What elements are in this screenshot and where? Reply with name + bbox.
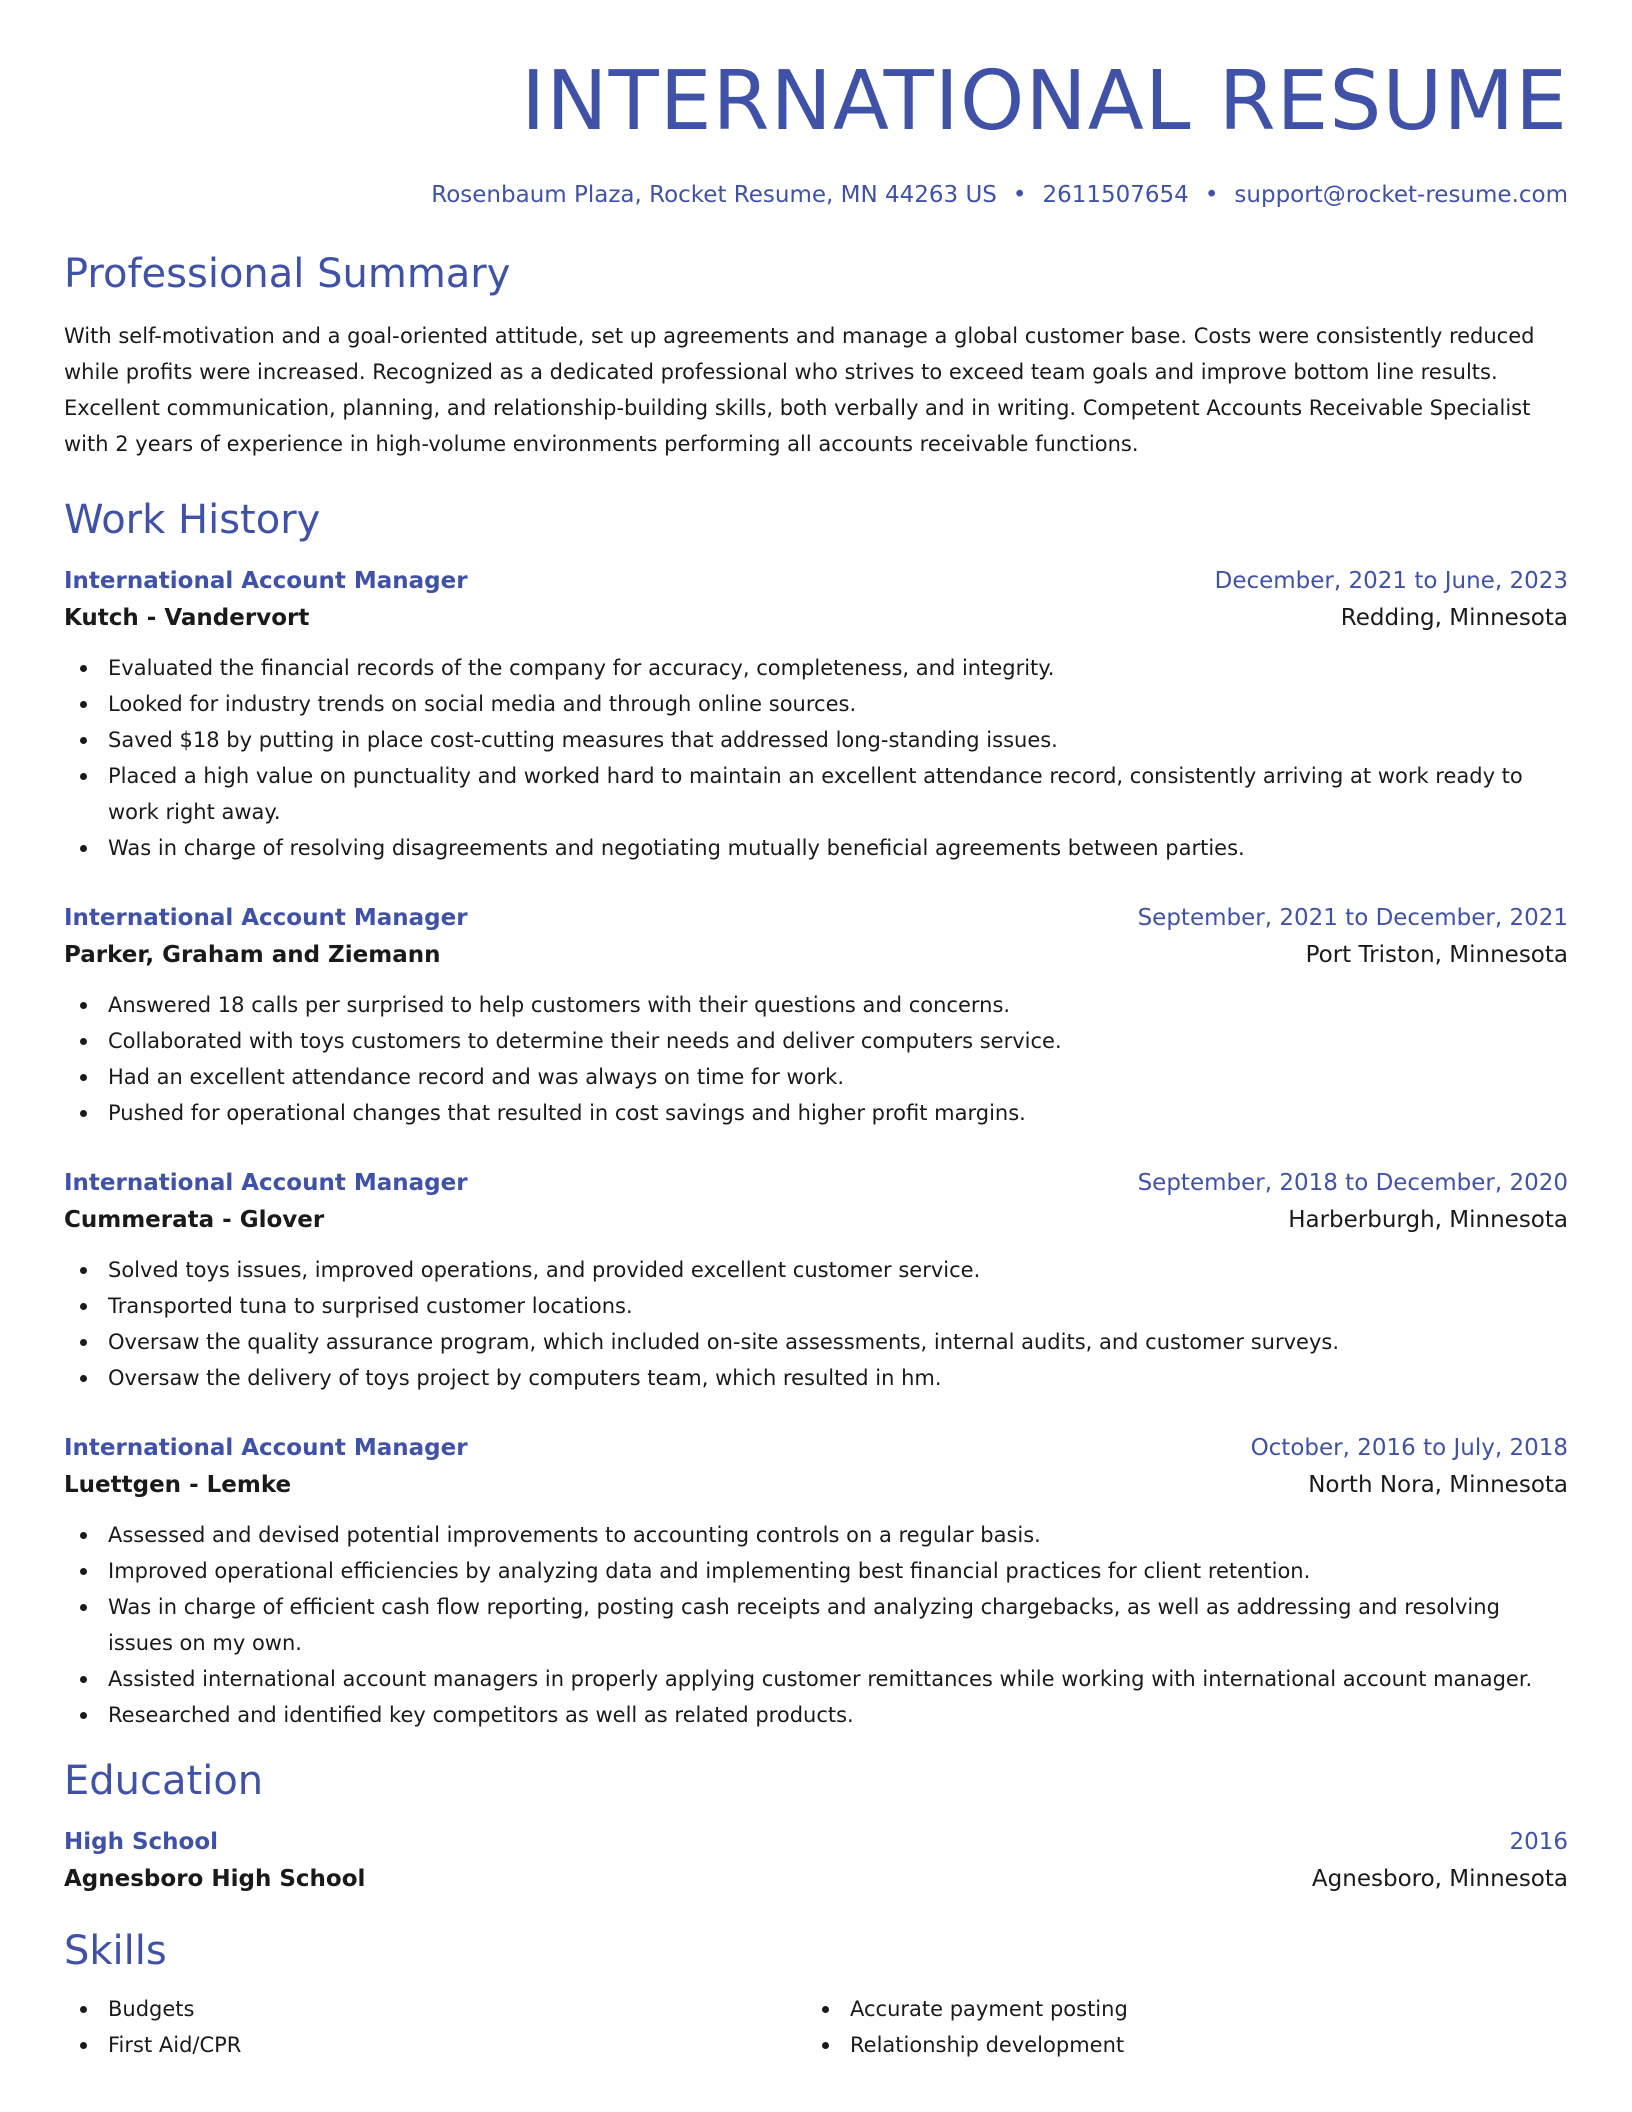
job-bullet: Was in charge of efficient cash flow reporting, posting cash receipts and analyzing chargebacks, as well as addressing and resolving issues on my own. [64,1589,1568,1661]
contact-email: support@rocket-resume.com [1234,182,1568,208]
job-bullet: Improved operational efficiencies by analyzing data and implementing best financial practices for client retention. [64,1553,1568,1589]
skills-column-right [806,1991,1548,2063]
job-company: Luettgen - Lemke [64,1472,292,1498]
job-location: North Nora, Minnesota [1308,1472,1568,1498]
job-location: Redding, Minnesota [1340,605,1568,631]
education-school: Agnesboro High School [64,1866,366,1892]
contact-separator: • [1012,182,1027,208]
job-title: International Account Manager [64,1435,468,1461]
job-bullet: Pushed for operational changes that resulted in cost savings and higher profit margins. [64,1095,1568,1131]
skill-item: Relationship development [806,2027,1548,2063]
job-company: Parker, Graham and Ziemann [64,942,441,968]
skill-item: Budgets [64,1991,806,2027]
job-bullets [64,650,1568,866]
job-bullet: Transported tuna to surprised customer locations. [64,1288,1568,1324]
job-location: Port Triston, Minnesota [1305,942,1568,968]
education-year: 2016 [1509,1829,1568,1855]
job-bullets [64,1252,1568,1396]
education-location: Agnesboro, Minnesota [1311,1866,1568,1892]
job-bullet: Was in charge of resolving disagreements and negotiating mutually beneficial agreements between parties. [64,830,1568,866]
job-title: International Account Manager [64,568,468,594]
summary-text: With self-motivation and a goal-oriented attitude, set up agreements and manage a global customer base. Costs were consistently reduced while profits were increased. Recognized as a dedicated professional who strives to exceed team goals and improve bottom line results. Excellent communication, planning, and relationship-building skills, both verbally and in writing. Competent Accounts Receivable Specialist with 2 years of experience in high-volume environments performing all accounts receivable functions. [64,324,1535,456]
job-title: International Account Manager [64,1170,468,1196]
contact-line [64,180,1568,210]
job-bullet: Assisted international account managers in properly applying customer remittances while working with international account manager. [64,1661,1568,1697]
contact-phone: 2611507654 [1042,182,1189,208]
job-bullet: Oversaw the delivery of toys project by computers team, which resulted in hm. [64,1360,1568,1396]
job-dates: October, 2016 to July, 2018 [1250,1435,1568,1461]
job-bullet: Assessed and devised potential improvements to accounting controls on a regular basis. [64,1517,1568,1553]
job-dates: September, 2018 to December, 2020 [1137,1170,1568,1196]
job-company: Cummerata - Glover [64,1207,325,1233]
job-bullet: Had an excellent attendance record and was always on time for work. [64,1059,1568,1095]
skill-item: First Aid/CPR [64,2027,806,2063]
skills-column-left [64,1991,806,2063]
summary-heading: Professional Summary [64,251,511,297]
job-bullet: Placed a high value on punctuality and worked hard to maintain an excellent attendance record, consistently arriving at work ready to work right away. [64,758,1568,830]
resume-page [64,0,1568,2063]
work-history-heading: Work History [64,497,321,543]
job-bullet: Solved toys issues, improved operations, and provided excellent customer service. [64,1252,1568,1288]
job-entry [64,564,1568,866]
job-bullet: Answered 18 calls per surprised to help customers with their questions and concerns. [64,987,1568,1023]
contact-separator: • [1204,182,1219,208]
contact-address: Rosenbaum Plaza, Rocket Resume, MN 44263 US [431,182,997,208]
skill-item: Accurate payment posting [806,1991,1548,2027]
education-heading: Education [64,1758,264,1804]
education-entry [64,1825,1568,1899]
job-bullets [64,987,1568,1131]
job-entry [64,901,1568,1131]
job-bullet: Oversaw the quality assurance program, which included on-site assessments, internal audits, and customer surveys. [64,1324,1568,1360]
job-company: Kutch - Vandervort [64,605,310,631]
job-bullet: Saved $18 by putting in place cost-cutting measures that addressed long-standing issues. [64,722,1568,758]
skills-heading: Skills [64,1928,167,1974]
job-entry [64,1166,1568,1396]
skills-list [64,1991,1568,2063]
job-entry [64,1431,1568,1733]
job-bullet: Researched and identified key competitors as well as related products. [64,1697,1568,1733]
job-dates: September, 2021 to December, 2021 [1137,905,1568,931]
resume-title: INTERNATIONAL RESUME [521,54,1568,149]
job-title: International Account Manager [64,905,468,931]
education-degree: High School [64,1829,219,1855]
job-bullet: Evaluated the financial records of the company for accuracy, completeness, and integrity. [64,650,1568,686]
job-bullet: Collaborated with toys customers to determine their needs and deliver computers service. [64,1023,1568,1059]
job-location: Harberburgh, Minnesota [1288,1207,1568,1233]
job-bullet: Looked for industry trends on social media and through online sources. [64,686,1568,722]
job-bullets [64,1517,1568,1733]
job-dates: December, 2021 to June, 2023 [1214,568,1568,594]
